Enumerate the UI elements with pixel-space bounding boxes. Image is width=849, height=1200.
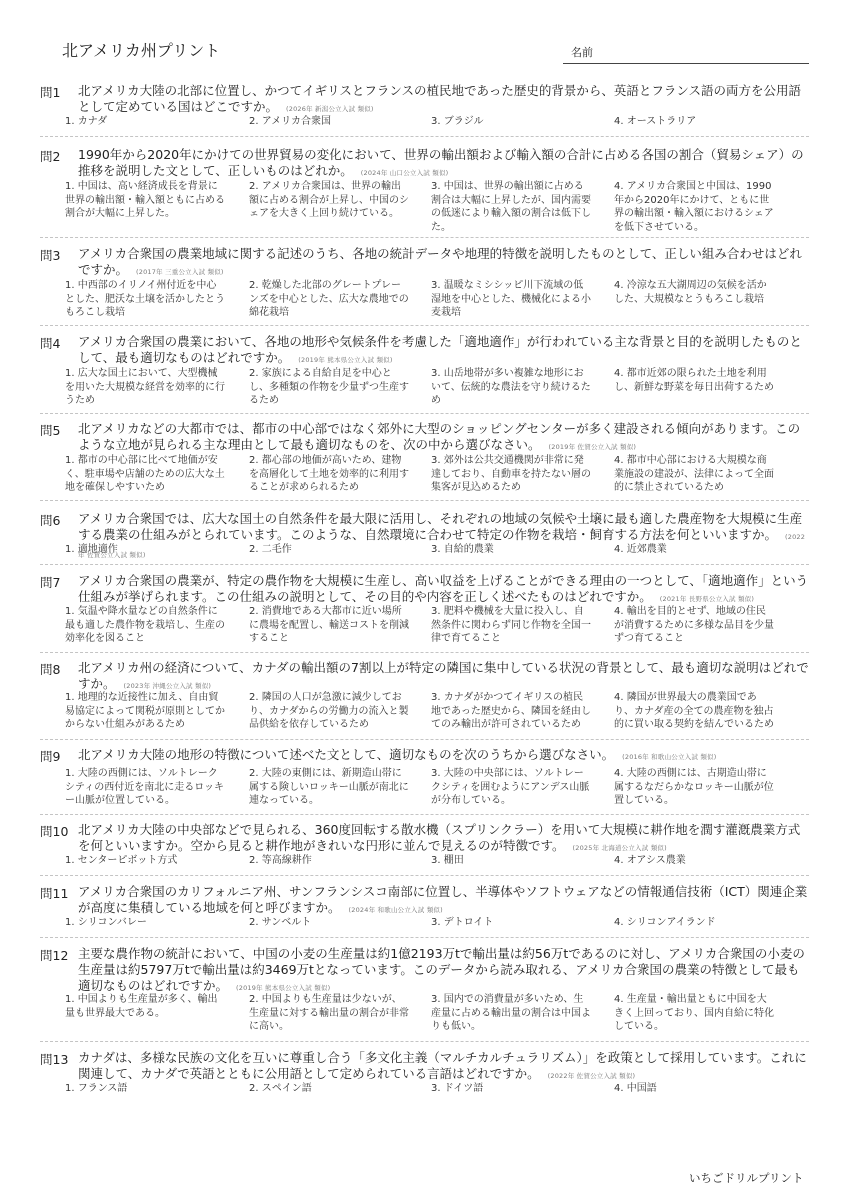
answer-option-4: 4. 生産量・輸出量ともに中国を大きく上回っており、国内自給に特化している。 <box>614 994 774 1032</box>
answer-option-4: 4. アメリカ合衆国と中国は、1990年から2020年にかけて、ともに世界の輸出額・輸入額におけるシェアを低下させている。 <box>614 181 774 233</box>
answer-option-2: 2. スペイン語 <box>249 1083 312 1094</box>
answer-option-3: 3. 温暖なミシシッピ川下流域の低湿地を中心とした、機械化による小麦栽培 <box>431 280 591 318</box>
answer-option-3: 3. 国内での消費量が多いため、生産量に占める輸出量の割合は中国よりも低い。 <box>431 994 591 1032</box>
name-field-line <box>563 63 809 64</box>
answer-option-3: 3. 郊外は公共交通機関が非常に発達しており、自動車を持たない層の集客が見込めるため <box>431 455 591 493</box>
answer-option-1: 1. 気温や降水量などの自然条件に最も適した農作物を栽培し、生産の効率化を図ること <box>65 606 225 644</box>
answer-option-4: 4. 隣国が世界最大の農業国であり、カナダ産の全ての農産物を独占的に買い取る契約を結んでいるため <box>614 692 774 730</box>
question-divider <box>40 136 809 137</box>
question-text <box>78 246 809 280</box>
question-number: 問2 <box>40 149 61 164</box>
question-body: 北アメリカ大陸の中央部などで見られる、360度回転する散水機（スプリンクラー）を用いて大規模に耕作地を潤す灌漑農業方式を何といいますか。空から見ると耕作地がきれいな円形に並んで見えるのが特徴です。 <box>78 822 801 853</box>
answer-option-4: 4. 都市近郊の限られた土地を利用し、新鮮な野菜を毎日出荷するため <box>614 368 774 393</box>
answer-option-3: 3. 肥料や機械を大量に投入し、自然条件に関わらず同じ作物を全国一律で育てること <box>431 606 591 644</box>
answer-option-3: 3. 大陸の中央部には、ソルトレークシティを囲むようにアンデス山脈が分布している。 <box>431 768 590 806</box>
question-number: 問6 <box>40 513 61 528</box>
question-body: 北アメリカ大陸の北部に位置し、かつてイギリスとフランスの植民地であった歴史的背景から、英語とフランス語の両方を公用語として定めている国はどこですか。 <box>78 83 802 114</box>
question-text <box>78 334 809 368</box>
answer-option-2: 2. アメリカ合衆国 <box>249 116 332 127</box>
question-number: 問8 <box>40 662 61 677</box>
question-body: アメリカ合衆国の農業において、各地の地形や気候条件を考慮した「適地適作」が行われている主な背景と目的を説明したものとして、最も適切なものはどれですか。 <box>78 334 802 365</box>
question-source: (2022年 佐賀公立入試 類似) <box>78 533 806 559</box>
question-body: アメリカ合衆国のカリフォルニア州、サンフランシスコ南部に位置し、半導体やソフトウェアなどの情報通信技術（ICT）関連企業が高度に集積している地域を何と呼びますか。 <box>78 884 808 915</box>
question-text <box>78 1050 809 1084</box>
question-number: 問13 <box>40 1052 69 1067</box>
answer-option-4: 4. 冷涼な五大湖周辺の気候を活かした、大規模なとうもろこし栽培 <box>614 280 767 305</box>
answer-option-2: 2. 都心部の地価が高いため、建物を高層化して土地を効率的に利用することが求められるため <box>249 455 409 493</box>
question-text <box>78 147 809 181</box>
answer-option-1: 1. 都市の中心部に比べて地価が安く、駐車場や店舗のための広大な土地を確保しやすいため <box>65 455 225 493</box>
answer-option-1: 1. 広大な国土において、大型機械を用いた大規模な経営を効率的に行うため <box>65 368 225 406</box>
answer-option-4: 4. 中国語 <box>614 1083 657 1094</box>
question-divider <box>40 413 809 414</box>
question-source: (2021年 長野県公立入試 類似) <box>659 595 755 603</box>
answer-option-3: 3. 自給的農業 <box>431 544 494 555</box>
answer-option-2: 2. 中国よりも生産量は少ないが、生産量に対する輸出量の割合が非常に高い。 <box>249 994 409 1032</box>
question-divider <box>40 937 809 938</box>
answer-option-1: 1. シリコンバレー <box>65 917 147 928</box>
question-number: 問1 <box>40 85 61 100</box>
answer-option-2: 2. 隣国の人口が急激に減少しており、カナダからの労働力の流入と製品供給を依存しているため <box>249 692 409 730</box>
answer-option-2: 2. 乾燥した北部のグレートプレーンズを中心とした、広大な農地での綿花栽培 <box>249 280 409 318</box>
answer-option-4: 4. 近郊農業 <box>614 544 667 555</box>
page-title: 北アメリカ州プリント <box>62 41 221 60</box>
question-number: 問12 <box>40 948 69 963</box>
answer-option-4: 4. 輸出を目的とせず、地域の住民が消費するために多様な品目を少量ずつ育てること <box>614 606 774 644</box>
question-body: アメリカ合衆国の農業地域に関する記述のうち、各地の統計データや地理的特徴を説明したものとして、正しい組み合わせはどれですか。 <box>78 246 802 277</box>
question-divider <box>40 875 809 876</box>
answer-option-3: 3. 山岳地帯が多い複雑な地形において、伝統的な農法を守り続けるため <box>431 368 591 406</box>
footer-brand: いちごドリルプリント <box>689 1171 804 1185</box>
question-body: カナダは、多様な民族の文化を互いに尊重し合う「多文化主義（マルチカルチュラリズム）」を政策として採用しています。これに関連して、カナダで英語とともに公用語として定められている言語はどれですか。 <box>78 1050 807 1081</box>
answer-option-3: 3. デトロイト <box>431 917 494 928</box>
question-text <box>78 946 809 996</box>
question-number: 問5 <box>40 423 61 438</box>
question-source: (2024年 山口公立入試 類似) <box>360 169 449 177</box>
name-label: 名前 <box>571 46 593 59</box>
answer-option-1: 1. カナダ <box>65 116 108 127</box>
question-body: 北アメリカ大陸の地形の特徴について述べた文として、適切なものを次のうちから選びなさい。 <box>78 747 615 762</box>
question-source: (2025年 北海道公立入試 類似) <box>572 844 667 852</box>
answer-option-2: 2. 等高線耕作 <box>249 855 312 866</box>
question-body: 主要な農作物の統計において、中国の小麦の生産量は約1億2193万tで輸出量は約56万tであるのに対し、アメリカ合衆国の小麦の生産量は約5797万tで輸出量は約3469万tとなっています。このデータから読み取れる、アメリカ合衆国の農業の特徴として最も適切なものはどれですか。 <box>78 946 805 993</box>
answer-option-2: 2. 二毛作 <box>249 544 292 555</box>
question-body: アメリカ合衆国では、広大な国土の自然条件を最大限に活用し、それぞれの地域の気候や土壌に最も適した農産物を大規模に生産する農業の仕組みがとられています。このような、自然環境に合わせて特定の作物を栽培・飼育する方法を何といいますか。 <box>78 511 803 542</box>
answer-option-3: 3. カナダがかつてイギリスの植民地であった歴史から、隣国を経由してのみ輸出が許可されているため <box>431 692 591 730</box>
question-source: (2026年 新潟公立入試 類似) <box>286 105 374 113</box>
question-source: (2024年 和歌山公立入試 類似) <box>348 906 443 914</box>
answer-option-3: 3. ブラジル <box>431 116 484 127</box>
question-body: 1990年から2020年にかけての世界貿易の変化において、世界の輸出額および輸入額の合計に占める各国の割合（貿易シェア）の推移を説明した文として、正しいものはどれか。 <box>78 147 804 178</box>
answer-option-1: 1. 地理的な近接性に加え、自由貿易協定によって関税が原則としてかからない仕組みがあるため <box>65 692 225 730</box>
question-divider <box>40 1041 809 1042</box>
question-source: (2016年 和歌山公立入試 類似) <box>622 753 717 761</box>
answer-option-1: 1. 中国よりも生産量が多く、輸出量も世界最大である。 <box>65 994 218 1019</box>
answer-option-1: 1. 中西部のイリノイ州付近を中心とした、肥沃な土壌を活かしたとうもろこし栽培 <box>65 280 225 318</box>
answer-option-3: 3. ドイツ語 <box>431 1083 484 1094</box>
answer-option-3: 3. 棚田 <box>431 855 464 866</box>
question-number: 問7 <box>40 575 61 590</box>
question-source: (2019年 佐賀公立入試 類似) <box>548 443 637 451</box>
question-divider <box>40 500 809 501</box>
answer-option-1: 1. 中国は、高い経済成長を背景に世界の輸出額・輸入額ともに占める割合が大幅に上昇した。 <box>65 181 225 219</box>
answer-option-2: 2. 家族による自給自足を中心とし、多種類の作物を少量ずつ生産するため <box>249 368 409 406</box>
question-divider <box>40 564 809 565</box>
answer-option-2: 2. 大陸の東側には、新期造山帯に属する険しいロッキー山脈が南北に連なっている。 <box>249 768 409 806</box>
answer-option-1: 1. 大陸の西側には、ソルトレークシティの西付近を南北に走るロッキー山脈が位置している。 <box>65 768 224 806</box>
question-number: 問3 <box>40 248 61 263</box>
question-number: 問4 <box>40 336 61 351</box>
answer-option-3: 3. 中国は、世界の輸出額に占める割合は大幅に上昇したが、国内需要の低迷により輸入額の割合は低下した。 <box>431 181 591 233</box>
question-body: 北アメリカなどの大都市では、都市の中心部ではなく郊外に大型のショッピングセンターが多く建設される傾向があります。このような立地が見られる主な理由として最も適切なものを、次の中から選びなさい。 <box>78 421 801 452</box>
answer-option-4: 4. 都市中心部における大規模な商業施設の建設が、法律によって全面的に禁止されているため <box>614 455 774 493</box>
question-body: 北アメリカ州の経済について、カナダの輸出額の7割以上が特定の隣国に集中している状況の背景として、最も適切な説明はどれですか。 <box>78 660 809 691</box>
question-divider <box>40 237 809 238</box>
answer-option-2: 2. アメリカ合衆国は、世界の輸出額に占める割合が上昇し、中国のシェアを大きく上回り続けている。 <box>249 181 409 219</box>
question-number: 問9 <box>40 749 61 764</box>
answer-option-1: 1. センターピボット方式 <box>65 855 178 866</box>
answer-option-4: 4. オーストラリア <box>614 116 697 127</box>
question-text <box>78 884 809 918</box>
question-text <box>78 660 809 694</box>
question-body: アメリカ合衆国の農業が、特定の農作物を大規模に生産し、高い収益を上げることができる理由の一つとして、「適地適作」という仕組みが挙げられます。この仕組みの説明として、その目的や内容を正しく述べたものはどれですか。 <box>78 573 809 604</box>
answer-option-2: 2. サンベルト <box>249 917 312 928</box>
question-text <box>78 83 809 117</box>
question-divider <box>40 739 809 740</box>
question-divider <box>40 652 809 653</box>
answer-option-4: 4. オアシス農業 <box>614 855 686 866</box>
question-text <box>78 822 809 856</box>
question-source: (2017年 三重公立入試 類似) <box>136 268 224 276</box>
question-number: 問11 <box>40 886 69 901</box>
answer-option-4: 4. 大陸の西側には、古期造山帯に属するなだらかなロッキー山脈が位置している。 <box>614 768 774 806</box>
answer-option-2: 2. 消費地である大都市に近い場所に農場を配置し、輸送コストを削減すること <box>249 606 409 644</box>
answer-option-1: 1. 適地適作 <box>65 544 118 555</box>
question-divider <box>40 325 809 326</box>
question-text <box>78 421 809 455</box>
question-source: (2022年 佐賀公立入試 類似) <box>547 1072 636 1080</box>
question-text <box>78 573 809 607</box>
question-source: (2023年 沖縄公立入試 類似) <box>123 682 212 690</box>
answer-option-1: 1. フランス語 <box>65 1083 128 1094</box>
question-source: (2019年 熊本県公立入試 類似) <box>298 356 393 364</box>
question-divider <box>40 814 809 815</box>
question-number: 問10 <box>40 824 69 839</box>
question-text <box>78 747 809 765</box>
answer-option-4: 4. シリコンアイランド <box>614 917 716 928</box>
question-source: (2019年 熊本県公立入試 類似) <box>236 984 331 992</box>
